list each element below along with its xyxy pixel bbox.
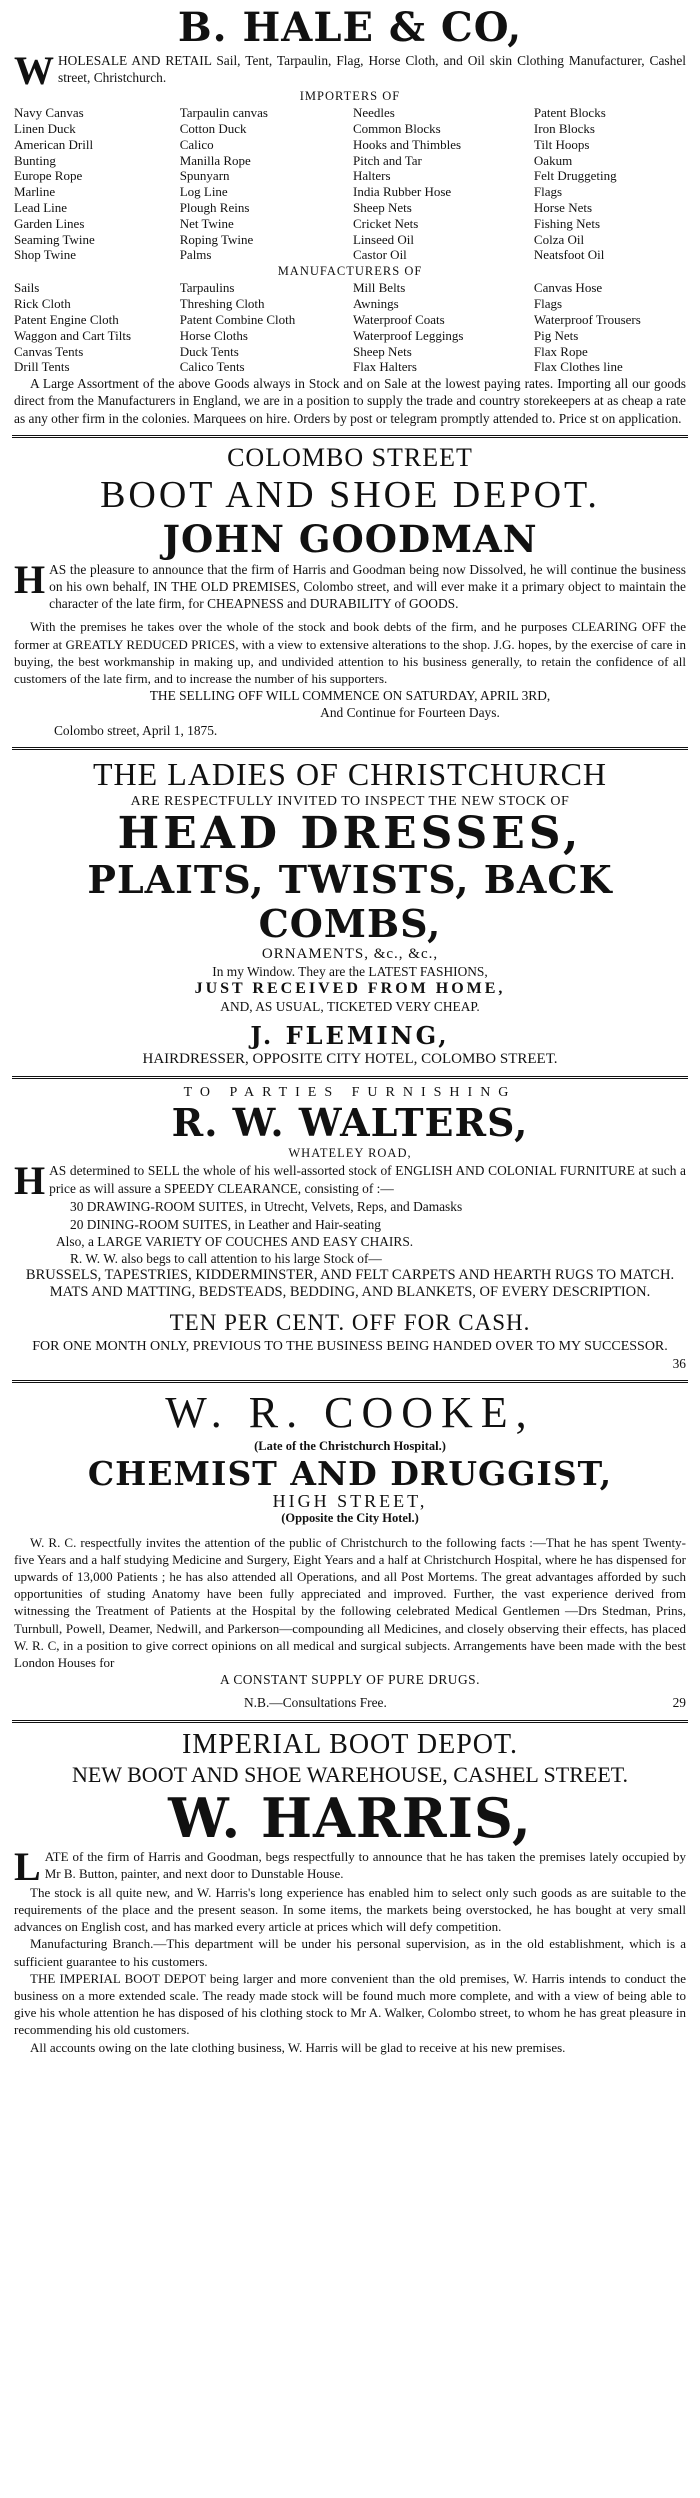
list-item: Waggon and Cart Tilts (14, 327, 132, 343)
walters-mats: MATS AND MATTING, BEDSTEADS, BEDDING, AND BLANKETS, OF EVERY DESCRIPTION. (49, 1284, 651, 1301)
list-item: Mill Belts (352, 280, 406, 296)
fleming-address: HAIRDRESSER, OPPOSITE CITY HOTEL, COLOMBO STREET. (142, 1050, 558, 1067)
goodman-advertisement (12, 441, 688, 745)
walters-paragraph-1 (14, 1158, 686, 1204)
list-item: Calico (179, 136, 214, 152)
walters-lead: TO PARTIES FURNISHING (183, 1085, 517, 1101)
walters-month: FOR ONE MONTH ONLY, PREVIOUS TO THE BUSINESS BEING HANDED OVER TO MY SUCCESSOR. (32, 1338, 668, 1354)
list-item: Calico Tents (179, 359, 245, 375)
harris-name: W. HARRIS, (168, 1785, 532, 1850)
divider (12, 1720, 688, 1723)
list-item: Horse Nets (533, 199, 593, 215)
list-item: Drill Tents (14, 359, 70, 375)
walters-name: R. W. WALTERS, (171, 1100, 529, 1146)
hale-title: B. HALE & CO, (177, 4, 523, 51)
list-item: Pig Nets (533, 327, 579, 343)
list-item: Shop Twine (14, 247, 77, 263)
list-item: Garden Lines (14, 215, 85, 231)
walters-paragraph-1-text: AS determined to SELL the whole of his well-assorted stock of ENGLISH AND COLONIAL FURNITURE at such a price as will assure a SPEEDY CLEARANCE, consisting of :— (49, 1163, 686, 1196)
list-item: Iron Blocks (533, 121, 595, 136)
fleming-ornaments: ORNAMENTS, &c., &c., (261, 946, 439, 962)
list-item: Tarpaulins (179, 280, 235, 296)
list-item: Spunyarn (179, 168, 230, 184)
list-item: Canvas Hose (533, 280, 603, 296)
list-item: Flax Halters (352, 359, 417, 375)
list-item: Threshing Cloth (179, 296, 265, 312)
list-item: Plough Reins (179, 199, 250, 215)
list-item: Canvas Tents (14, 343, 84, 359)
list-item: Common Blocks (352, 121, 441, 136)
hale-importers-list (14, 105, 686, 263)
walters-ref-number: 36 (672, 1355, 686, 1371)
harris-advertisement (12, 1726, 688, 2062)
list-item: Patent Combine Cloth (179, 311, 296, 327)
cooke-supply: A CONSTANT SUPPLY OF PURE DRUGS. (220, 1672, 480, 1688)
list-item: Flags (533, 184, 563, 200)
goodman-paragraph-1-text: AS the pleasure to announce that the firm of Harris and Goodman being now Dissolved, he will continue the business on his own behalf, IN THE OLD PREMISES, Colombo street, and will ever make it a primary object to maintain the character of the late firm, for CHEAPNESS and DURABILITY of GOODS. (49, 561, 686, 612)
fleming-invite: ARE RESPECTFULLY INVITED TO INSPECT THE NEW STOCK OF (130, 793, 570, 809)
newspaper-advertisement-page (12, 0, 688, 2062)
cooke-footer (14, 1694, 686, 1711)
cooke-opposite: (Opposite the City Hotel.) (281, 1511, 419, 1526)
list-item: Waterproof Trousers (533, 311, 641, 327)
walters-items (14, 1198, 686, 1267)
walters-dropcap: H (14, 1158, 46, 1204)
list-item: Neatsfoot Oil (533, 247, 605, 263)
walters-item: 20 DINING-ROOM SUITES, in Leather and Hair-seating (70, 1216, 381, 1232)
hale-closing-paragraph: A Large Assortment of the above Goods always in Stock and on Sale at the lowest paying rates. Importing all our goods direct from the Manufacturers in England, we are in a position to supply the trade and country storekeepers at as cheap a rate as any other firm in the colonies. Marquees on hire. Orders by post or telegram promptly attended to. Price st on application. (14, 376, 686, 426)
goodman-sale-line: THE SELLING OFF WILL COMMENCE ON SATURDAY, APRIL 3RD, (149, 688, 551, 704)
harris-paragraph-5: All accounts owing on the late clothing business, W. Harris will be glad to receive at his new premises. (30, 2039, 566, 2055)
list-item: Roping Twine (179, 231, 254, 247)
divider (12, 435, 688, 438)
list-item: Awnings (352, 296, 399, 312)
list-item: Hooks and Thimbles (352, 136, 462, 152)
hale-intro-dropcap: W (14, 48, 54, 93)
list-item: Flax Rope (533, 343, 588, 359)
list-item: Duck Tents (179, 343, 239, 359)
harris-heading: IMPERIAL BOOT DEPOT. (181, 1728, 519, 1760)
list-item: Cricket Nets (352, 215, 419, 231)
hale-manufacturers-list (14, 280, 686, 375)
fleming-head-dresses: HEAD DRESSES, (117, 808, 583, 859)
list-item: Cotton Duck (179, 121, 247, 136)
list-item: Navy Canvas (14, 105, 84, 121)
list-item: Horse Cloths (179, 327, 248, 343)
goodman-dropcap: H (14, 556, 46, 602)
divider (12, 1380, 688, 1383)
hale-intro (14, 48, 686, 93)
walters-discount: TEN PER CENT. OFF FOR CASH. (169, 1309, 531, 1335)
list-item: Halters (352, 168, 391, 184)
harris-subheading: NEW BOOT AND SHOE WAREHOUSE, CASHEL STREET. (71, 1761, 629, 1787)
list-item: Linen Duck (14, 121, 76, 136)
list-item: Europe Rope (14, 168, 83, 184)
list-item: Sails (14, 280, 40, 296)
list-item: Felt Druggeting (533, 168, 617, 184)
list-item: Rick Cloth (14, 296, 71, 312)
list-item: Tarpaulin canvas (179, 105, 268, 121)
list-item: Flax Clothes line (533, 359, 623, 375)
list-item: Waterproof Coats (352, 311, 445, 327)
harris-paragraph-2: The stock is all quite new, and W. Harris's long experience has enabled him to select only such goods as are suitable to the requirements of the place and the present season. In some items, the markets being overstocked, he has bought at very small advances on English cost, and has marked every article at prices which will defy competition. (14, 1884, 686, 1935)
walters-road: WHATELEY ROAD, (288, 1146, 412, 1161)
list-item: Waterproof Leggings (352, 327, 464, 343)
cooke-trade: CHEMIST AND DRUGGIST, (87, 1454, 613, 1494)
cooke-advertisement (12, 1386, 688, 1718)
hale-manufacturers-heading: MANUFACTURERS OF (277, 264, 423, 279)
list-item: Castor Oil (352, 247, 407, 263)
fleming-received: JUST RECEIVED FROM HOME, (194, 980, 506, 998)
list-item: Patent Blocks (533, 105, 606, 121)
list-item: Lead Line (14, 199, 68, 215)
walters-item: Also, a LARGE VARIETY OF COUCHES AND EASY CHAIRS. (56, 1233, 414, 1249)
harris-paragraph-3: Manufacturing Branch.—This department will be under his personal supervision, as in the old establishment, which is a sufficient guarantee to his customers. (14, 1936, 686, 1969)
goodman-heading-street: COLOMBO STREET (227, 442, 473, 472)
goodman-paragraph-1 (14, 556, 686, 613)
walters-advertisement (12, 1082, 688, 1378)
list-item: Needles (352, 105, 395, 121)
fleming-advertisement (12, 753, 688, 1074)
goodman-dateline: Colombo street, April 1, 1875. (54, 722, 218, 738)
list-item: Fishing Nets (533, 215, 600, 231)
list-item: Bunting (14, 152, 56, 168)
list-item: Log Line (179, 184, 228, 200)
fleming-window: In my Window. They are the LATEST FASHIONS, (212, 964, 488, 980)
list-item: Patent Engine Cloth (14, 311, 119, 327)
list-item: Manilla Rope (179, 152, 251, 168)
divider (12, 747, 688, 750)
hale-advertisement (12, 4, 688, 433)
goodman-name: JOHN GOODMAN (162, 516, 538, 561)
list-item: American Drill (14, 136, 94, 152)
goodman-paragraph-2: With the premises he takes over the whole of the stock and book debts of the firm, and he purposes CLEARING OFF the former at GREATLY REDUCED PRICES, with a view to extensive alterations to the shop. J.G. hopes, by the exercise of care in buying, the best workmanship in making up, and undivided attention to his business generally, to retain the confidence of all customers of the late firm, and to increase the number of his supporters. (14, 619, 686, 686)
harris-dropcap: L (14, 1843, 41, 1889)
list-item: Marline (14, 184, 56, 200)
divider (12, 1076, 688, 1079)
fleming-plaits-line: PLAITS, TWISTS, BACK COMBS, (87, 857, 613, 946)
cooke-street: HIGH STREET, (272, 1491, 428, 1512)
list-item: Sheep Nets (352, 343, 412, 359)
cooke-ref-number: 29 (672, 1695, 686, 1711)
fleming-name: J. FLEMING, (250, 1020, 450, 1050)
harris-paragraph-1 (14, 1843, 686, 1889)
walters-item: 30 DRAWING-ROOM SUITES, in Utrecht, Velvets, Reps, and Damasks (70, 1199, 463, 1215)
cooke-name: W. R. COOKE, (165, 1388, 535, 1438)
cooke-late: (Late of the Christchurch Hospital.) (254, 1439, 446, 1454)
walters-item: R. W. W. also begs to call attention to his large Stock of— (70, 1251, 382, 1267)
goodman-sale-duration: And Continue for Fourteen Days. (320, 705, 500, 721)
fleming-ticketed: AND, AS USUAL, TICKETED VERY CHEAP. (220, 998, 480, 1014)
list-item: Seaming Twine (14, 231, 95, 247)
cooke-nb: N.B.—Consultations Free. (244, 1695, 387, 1711)
list-item: India Rubber Hose (352, 184, 452, 200)
goodman-heading-depot: BOOT AND SHOE DEPOT. (100, 473, 600, 516)
list-item: Net Twine (179, 215, 234, 231)
list-item: Sheep Nets (352, 199, 412, 215)
cooke-body: W. R. C. respectfully invites the attention of the public of Christchurch to the following facts :—That he has spent Twenty-five Years and a half studying Medicine and Surgery, Eight Years and a half at Christchurch Hospital, where he has dispensed for upwards of 13,000 Patients ; he has also attended all Operations, and all Post Mortems. The great advantages afforded by such opportunities of studing Anatomy have been fully appreciated and improved. Further, the vast experience derived from witnessing the Treatment of Patients at the Hospital by the following celebrated Medical Gentlemen —Drs Stedman, Prins, Turnbull, Powell, Deamer, Nedwill, and Parkerson—compounding all Medicines, and closely observing their effects, has placed W. R. C, in a position to give correct opinions on all medical and surgical subjects. Arrangements have been made with the best London Houses for (14, 1534, 686, 1671)
list-item: Colza Oil (533, 231, 585, 247)
list-item: Oakum (533, 152, 573, 168)
list-item: Tilt Hoops (533, 136, 590, 152)
hale-intro-text: HOLESALE AND RETAIL Sail, Tent, Tarpaulin, Flag, Horse Cloth, and Oil skin Clothing Manufacturer, Cashel street, Christchurch. (58, 53, 686, 86)
harris-paragraph-1-text: ATE of the firm of Harris and Goodman, begs respectfully to announce that he has taken the premises lately occupied by Mr B. Button, painter, and next door to Dunstable House. (44, 1848, 686, 1881)
hale-importers-heading: IMPORTERS OF (299, 89, 401, 103)
list-item: Palms (179, 247, 212, 263)
walters-carpets: BRUSSELS, TAPESTRIES, KIDDERMINSTER, AND FELT CARPETS AND HEARTH RUGS TO MATCH. (25, 1267, 675, 1284)
list-item: Flags (533, 296, 563, 312)
list-item: Linseed Oil (352, 231, 414, 247)
list-item: Pitch and Tar (352, 152, 422, 168)
fleming-heading: THE LADIES OF CHRISTCHURCH (92, 755, 608, 792)
harris-paragraph-4: THE IMPERIAL BOOT DEPOT being larger and more convenient than the old premises, W. Harris intends to conduct the business on a more extended scale. The ready made stock will be found much more complete, and with a view of being able to give his whole attention he has disposed of his clothing stock to Mr A. Walker, Colombo street, to whom he has great pleasure in recommending his old customers. (14, 1970, 686, 2038)
